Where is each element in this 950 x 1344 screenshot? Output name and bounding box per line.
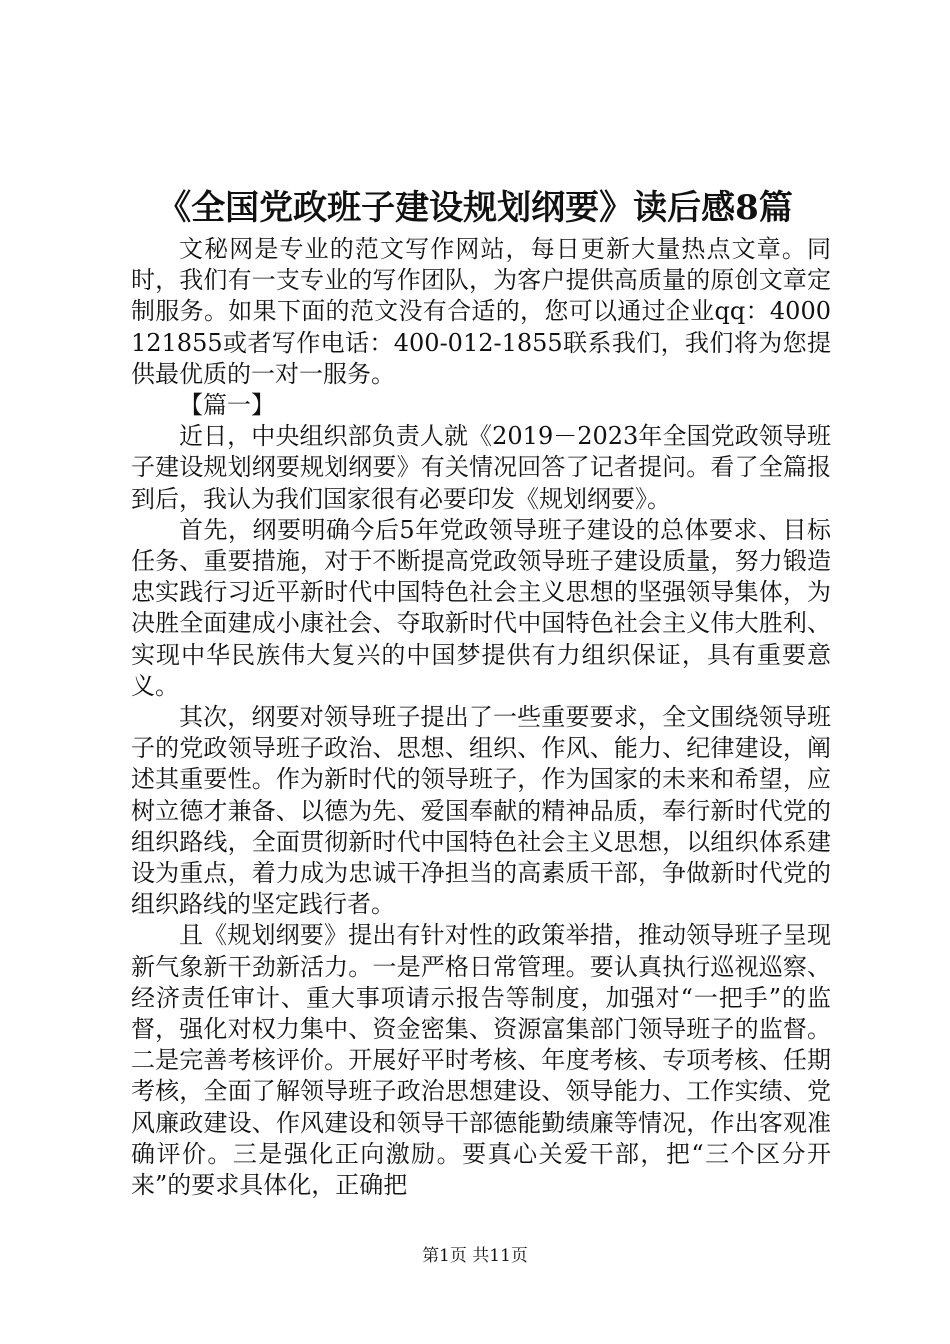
body-paragraph: 其次，纲要对领导班子提出了一些重要要求，全文围绕领导班子的党政领导班子政治、思想、组织、作风、能力、纪律建设，阐述其重要性。作为新时代的领导班子，作为国家的未来和希望，应树立德才兼备、以德为先、爱国奉献的精神品质，奉行新时代党的组织路线，全面贯彻新时代中国特色社会主义思想，以组织体系建设为重点，着力成为忠诚干净担当的高素质干部，争做新时代党的组织路线的坚定践行者。 — [131, 703, 831, 919]
body-paragraph: 且《规划纲要》提出有针对性的政策举措，推动领导班子呈现新气象新干劲新活力。一是严格日常管理。要认真执行巡视巡察、经济责任审计、重大事项请示报告等制度，加强对“一把手”的监督，强化对权力集中、资金密集、资源富集部门领导班子的监督。二是完善考核评价。开展好平时考核、年度考核、专项考核、任期考核，全面了解领导班子政治思想建设、领导能力、工作实绩、党风廉政建设、作风建设和领导干部德能勤绩廉等情况，作出客观准确评价。三是强化正向激励。要真心关爱干部，把“三个区分开来”的要求具体化，正确把 — [131, 921, 831, 1200]
document-title: 《全国党政班子建设规划纲要》读后感8篇 — [157, 188, 793, 228]
body-paragraph: 近日，中央组织部负责人就《2019－2023年全国党政领导班子建设规划纲要规划纲要》有关情况回答了记者提问。看了全篇报到后，我认为我们国家很有必要印发《规划纲要》。 — [131, 422, 831, 513]
document-body — [131, 234, 831, 1201]
page-number-footer: 第1页 共11页 — [422, 1246, 528, 1266]
section-heading: 【篇一】 — [179, 391, 275, 420]
intro-paragraph: 文秘网是专业的范文写作网站，每日更新大量热点文章。同时，我们有一支专业的写作团队，为客户提供高质量的原创文章定制服务。如果下面的范文没有合适的，您可以通过企业qq：4000121855或者写作电话：400-012-1855联系我们，我们将为您提供最优质的一对一服务。 — [131, 235, 831, 388]
body-paragraph: 首先，纲要明确今后5年党政领导班子建设的总体要求、目标任务、重要措施，对于不断提高党政领导班子建设质量，努力锻造忠实践行习近平新时代中国特色社会主义思想的坚强领导集体，为决胜全面建成小康社会、夺取新时代中国特色社会主义伟大胜利、实现中华民族伟大复兴的中国梦提供有力组织保证，具有重要意义。 — [131, 515, 831, 700]
